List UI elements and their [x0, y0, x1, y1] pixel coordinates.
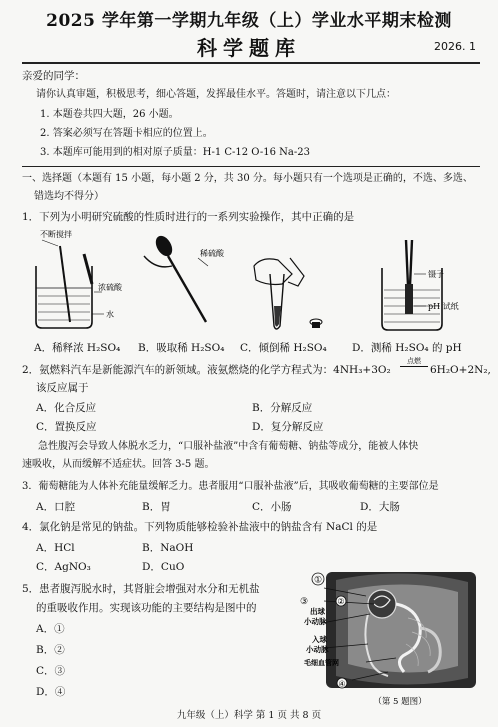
q5-label-1: ① [313, 575, 323, 586]
q4-option-b[interactable]: B．NaOH [142, 542, 194, 554]
q5-caption: （第 5 题图） [373, 697, 427, 707]
q1-option-c[interactable]: C．倾倒稀 H₂SO₄ [240, 342, 327, 354]
q5-figure [299, 568, 484, 708]
q5-stem-2: 的重吸收作用。实现该功能的主要结构是图中的 [36, 602, 257, 614]
label-tweezers: 镊子 [428, 270, 444, 279]
q5-capillary: 毛细血管网 [304, 658, 339, 667]
passage-line-1: 急性腹泻会导致人体脱水乏力，“口服补盐液”中含有葡萄糖、钠盐等成分，能被人体快 [38, 441, 419, 452]
q2-stem: 2．氨燃料汽车是新能源汽车的新领域。液氨燃烧的化学方程式为：4NH₃+3O₂ [22, 364, 391, 376]
label-dilute: 稀硫酸 [200, 249, 224, 258]
q1-figure-b [144, 233, 208, 322]
q2-condition: 点燃 [400, 357, 428, 367]
section-heading-cont: 错选均不得分） [34, 191, 104, 202]
label-acid: 浓硫酸 [98, 283, 122, 292]
notice-rule [22, 166, 480, 167]
q1-stem: 1．下列为小明研究硫酸的性质时进行的一系列实验操作，其中正确的是 [22, 211, 355, 223]
notice-item-3: 3. 本题库可能用到的相对原子质量：H-1 C-12 O-16 Na-23 [40, 147, 310, 158]
q2-option-b[interactable]: B．分解反应 [252, 402, 313, 414]
q5-stem-1: 5．患者腹泻脱水时，其肾脏会增强对水分和无机盐 [22, 583, 260, 595]
q4-option-a[interactable]: A．HCl [36, 542, 75, 554]
q1-option-d[interactable]: D．测稀 H₂SO₄ 的 pH [352, 342, 462, 354]
q1-figure [22, 226, 480, 338]
q2-stem-2: 该反应属于 [36, 382, 89, 394]
q5-in-artery-2: 小动脉 [306, 645, 329, 654]
header-rule [22, 62, 480, 64]
page-title: 2025 学年第一学期九年级（上）学业水平期末检测 [46, 11, 452, 31]
q4-stem: 4．氯化钠是常见的钠盐。下列物质能够检验补盐液中的钠盐含有 NaCl 的是 [22, 521, 378, 533]
q2-option-c[interactable]: C．置换反应 [36, 421, 97, 433]
q5-option-b[interactable]: B．② [36, 644, 65, 656]
q2-option-d[interactable]: D．复分解反应 [252, 421, 324, 433]
q1-figure-c [254, 258, 322, 329]
label-water: 水 [106, 310, 114, 319]
page-footer: 九年级（上）科学 第 1 页 共 8 页 [176, 710, 322, 721]
q5-label-2: ② [337, 597, 345, 606]
q2-option-a[interactable]: A．化合反应 [36, 402, 97, 414]
q4-option-c[interactable]: C．AgNO₃ [36, 561, 91, 573]
passage-line-2: 速吸收，从而缓解不适症状。回答 3-5 题。 [22, 459, 215, 470]
q5-out-artery-2: 小动脉 [304, 617, 327, 626]
q3-option-b[interactable]: B．胃 [142, 501, 171, 513]
q5-label-4: ④ [338, 679, 346, 689]
q1-option-a[interactable]: A．稀释浓 H₂SO₄ [34, 342, 121, 354]
q1-figure-a [36, 240, 104, 328]
greeting: 亲爱的同学： [22, 70, 85, 82]
q3-option-c[interactable]: C．小肠 [252, 501, 292, 513]
section-heading: 一、选择题（本题有 15 小题，每小题 2 分，共 30 分。每小题只有一个选项是正确的，不选、多选、 [22, 173, 473, 184]
q4-option-d[interactable]: D．CuO [142, 561, 185, 573]
q5-option-d[interactable]: D．④ [36, 686, 66, 698]
q5-in-artery-1: 入球 [312, 635, 327, 644]
q5-label-3: ③ [299, 597, 309, 607]
label-stir: 不断搅拌 [40, 230, 72, 239]
q2-products: 6H₂O+2N₂, [430, 364, 491, 376]
notice-intro: 请你认真审题，积极思考，细心答题，发挥最佳水平。答题时，请注意以下几点： [36, 89, 396, 100]
q3-stem: 3．葡萄糖能为人体补充能量缓解乏力。患者服用“口服补盐液”后，其吸收葡萄糖的主要部位是 [22, 481, 439, 492]
notice-item-1: 1. 本题卷共四大题，26 小题。 [40, 109, 179, 120]
q3-option-a[interactable]: A．口腔 [36, 501, 76, 513]
notice-item-2: 2. 答案必须写在答题卡相应的位置上。 [40, 128, 213, 139]
exam-date: 2026. 1 [434, 40, 476, 53]
page-subtitle: 科学题库 [197, 36, 301, 60]
q1-option-b[interactable]: B．吸取稀 H₂SO₄ [138, 342, 225, 354]
q5-option-c[interactable]: C．③ [36, 665, 66, 677]
q5-option-a[interactable]: A．① [36, 623, 65, 635]
label-ph: pH 试纸 [428, 302, 459, 311]
q3-option-d[interactable]: D．大肠 [360, 501, 400, 513]
q5-out-artery-1: 出球 [310, 607, 325, 616]
q1-figure-d [382, 240, 442, 330]
